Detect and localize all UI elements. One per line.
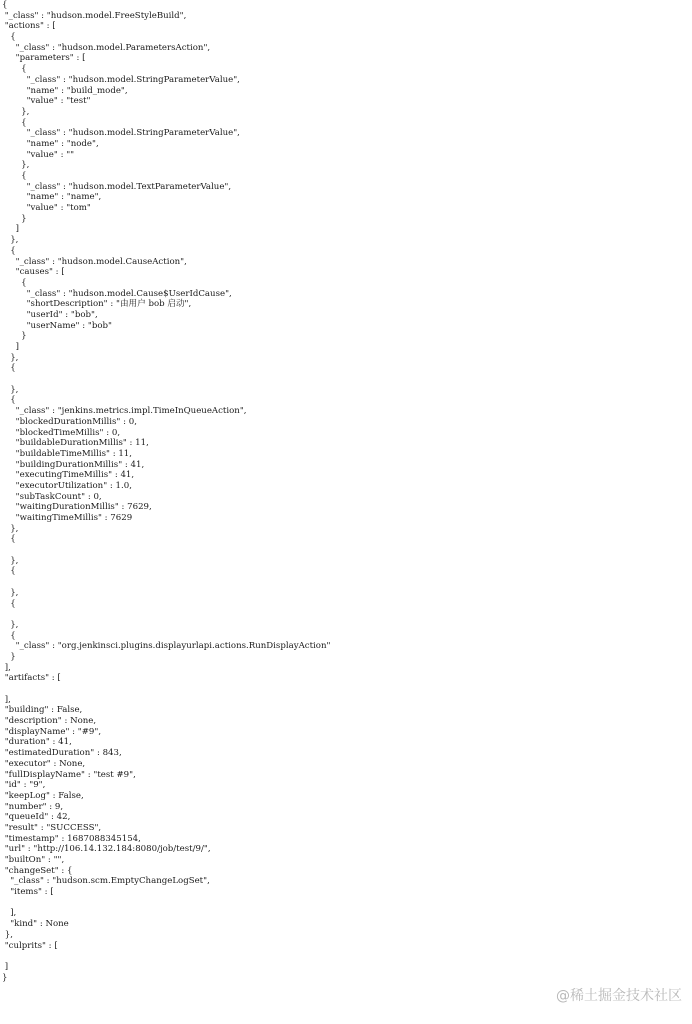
json-line: "building" : False,: [2, 705, 83, 716]
json-line: "_class" : "hudson.model.StringParameterValue",: [2, 128, 240, 139]
json-line: "executorUtilization" : 1.0,: [2, 480, 132, 491]
json-line: "blockedTimeMillis" : 0,: [2, 427, 121, 438]
json-line: }: [2, 651, 16, 662]
json-line: "fullDisplayName" : "test #9",: [2, 769, 136, 780]
json-line: "keepLog" : False,: [2, 790, 84, 801]
json-line: "causes" : [: [2, 267, 65, 278]
json-line: "value" : "test": [2, 96, 91, 107]
json-line: ],: [2, 908, 17, 919]
json-line: "queueId" : 42,: [2, 812, 71, 823]
json-output: [2, 0, 330, 983]
json-line: },: [2, 384, 19, 395]
json-line: {: [2, 566, 16, 577]
json-line: "_class" : "hudson.scm.EmptyChangeLogSet",: [2, 876, 210, 887]
watermark-text: @稀土掘金技术社区: [556, 988, 682, 1004]
json-line: "changeSet" : {: [2, 865, 73, 876]
json-line: "userId" : "bob",: [2, 309, 98, 320]
json-line: [2, 684, 330, 695]
json-line: {: [2, 363, 16, 374]
json-line: "name" : "build_mode",: [2, 85, 128, 96]
json-line: {: [2, 245, 16, 256]
json-line: "value" : "": [2, 149, 75, 160]
json-line: "name" : "node",: [2, 138, 99, 149]
json-line: },: [2, 106, 30, 117]
json-line: },: [2, 587, 19, 598]
json-line: {: [2, 630, 16, 641]
json-line: }: [2, 331, 27, 342]
json-line: "parameters" : [: [2, 53, 86, 64]
json-line: "_class" : "hudson.model.CauseAction",: [2, 256, 187, 267]
json-line: "executingTimeMillis" : 41,: [2, 470, 135, 481]
json-line: },: [2, 929, 13, 940]
json-line: "_class" : "hudson.model.TextParameterValue",: [2, 181, 232, 192]
json-line: "_class" : "hudson.model.FreeStyleBuild",: [2, 10, 187, 21]
json-line: [2, 577, 330, 588]
json-line: [2, 609, 330, 620]
json-line: "waitingDurationMillis" : 7629,: [2, 502, 152, 513]
json-line: "waitingTimeMillis" : 7629: [2, 513, 133, 523]
json-line: }: [2, 213, 27, 224]
json-line: "culprits" : [: [2, 940, 58, 951]
json-line: [2, 374, 330, 385]
json-line: },: [2, 555, 19, 566]
json-line: "_class" : "hudson.model.Cause$UserIdCause",: [2, 288, 232, 299]
json-line: ],: [2, 662, 11, 673]
json-line: "timestamp" : 1687088345154,: [2, 833, 141, 844]
json-line: "_class" : "hudson.model.ParametersAction",: [2, 42, 211, 53]
json-line: "artifacts" : [: [2, 673, 61, 684]
json-line: "kind" : None: [2, 919, 69, 930]
json-line: "shortDescription" : "由用户 bob 启动",: [2, 299, 192, 310]
json-line: "executor" : None,: [2, 758, 86, 769]
json-line: {: [2, 277, 27, 288]
json-line: "number" : 9,: [2, 801, 64, 812]
json-line: },: [2, 160, 30, 171]
json-line: "url" : "http://106.14.132.184:8080/job/test/9/",: [2, 844, 211, 855]
json-line: "displayName" : "#9",: [2, 726, 102, 737]
json-line: {: [2, 395, 16, 406]
json-line: },: [2, 619, 19, 630]
json-line: "buildingDurationMillis" : 41,: [2, 459, 145, 470]
json-line: ]: [2, 342, 20, 352]
json-line: {: [2, 117, 27, 128]
json-line: "description" : None,: [2, 716, 97, 727]
json-line: [2, 898, 330, 909]
json-line: "items" : [: [2, 887, 54, 898]
json-line: {: [2, 32, 16, 43]
json-line: "blockedDurationMillis" : 0,: [2, 416, 137, 427]
json-line: "value" : "tom": [2, 203, 91, 214]
json-line: [2, 545, 330, 556]
json-line: }: [2, 972, 8, 983]
json-line: },: [2, 235, 19, 246]
json-line: "userName" : "bob": [2, 320, 112, 331]
json-line: "result" : "SUCCESS",: [2, 822, 102, 833]
json-line: {: [2, 0, 8, 10]
json-line: "buildableTimeMillis" : 11,: [2, 448, 133, 459]
json-line: ]: [2, 224, 20, 235]
json-line: [2, 951, 330, 962]
json-line: "builtOn" : "",: [2, 855, 65, 865]
json-line: "_class" : "jenkins.metrics.impl.TimeInQueueAction",: [2, 406, 247, 417]
json-line: {: [2, 64, 27, 75]
json-line: "actions" : [: [2, 21, 56, 32]
json-line: ],: [2, 694, 11, 705]
json-line: ]: [2, 961, 9, 972]
json-line: {: [2, 171, 27, 181]
json-line: },: [2, 352, 19, 363]
json-line: "estimatedDuration" : 843,: [2, 748, 122, 759]
json-line: "duration" : 41,: [2, 737, 72, 748]
json-line: "id" : "9",: [2, 780, 46, 791]
json-line: "buildableDurationMillis" : 11,: [2, 438, 149, 449]
json-line: "subTaskCount" : 0,: [2, 491, 102, 502]
json-line: },: [2, 523, 19, 534]
json-line: "_class" : "hudson.model.StringParameterValue",: [2, 74, 240, 85]
json-line: {: [2, 534, 16, 545]
json-line: "_class" : "org.jenkinsci.plugins.displayurlapi.actions.RunDisplayAction": [2, 641, 331, 652]
json-line: "name" : "name",: [2, 192, 102, 203]
json-line: {: [2, 598, 16, 609]
